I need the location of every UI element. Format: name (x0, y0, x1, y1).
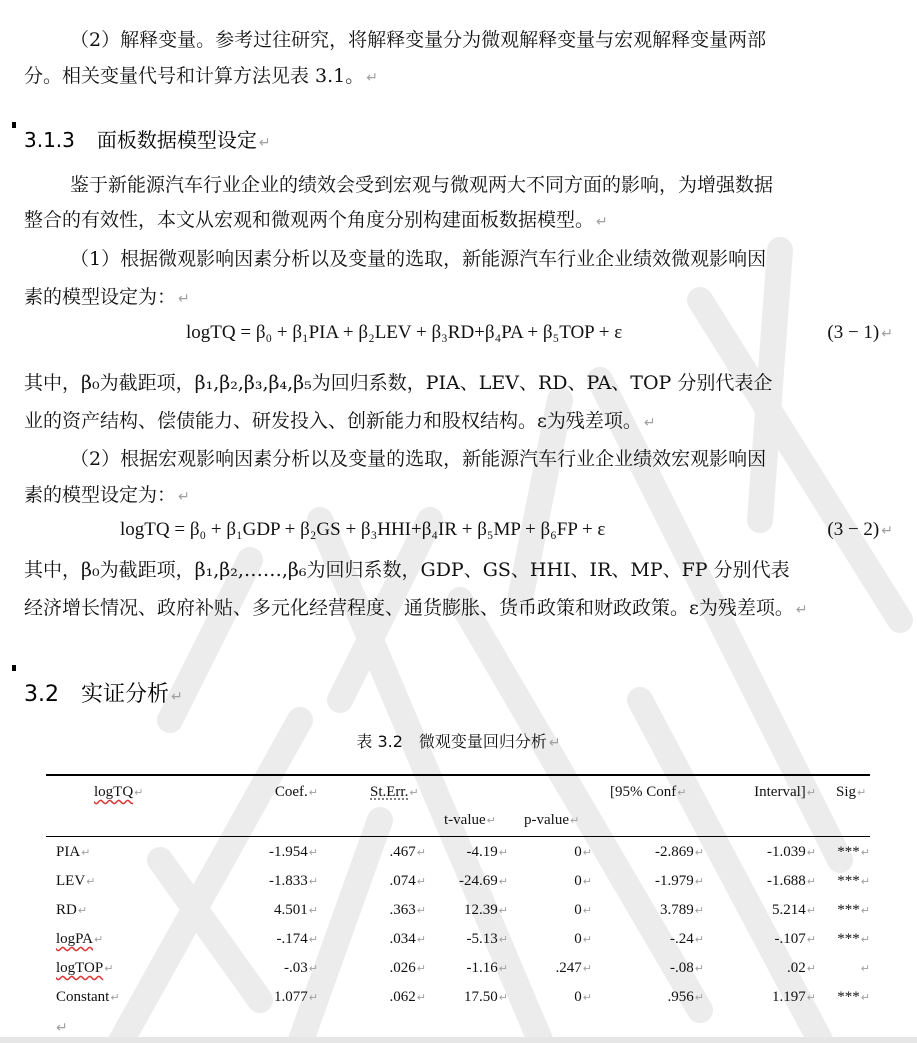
cell-t (430, 989, 508, 1006)
cell-text: -.03 (284, 960, 308, 976)
cell-text: -2.869 (655, 844, 694, 860)
cell-mark-icon: ↵ (582, 991, 592, 1004)
cell-mark-icon: ↵ (677, 786, 687, 799)
cell-mark-icon: ↵ (308, 846, 318, 859)
paragraph-macro-model-line2 (24, 482, 190, 510)
cell-mark-icon: ↵ (582, 846, 592, 859)
cell-mark-icon: ↵ (498, 933, 508, 946)
section-title: 面板数据模型设定 (96, 128, 257, 152)
heading-bullet (12, 122, 16, 128)
cell-coef (210, 931, 318, 948)
cell-coef (210, 960, 318, 977)
cell-mark-icon: ↵ (694, 962, 704, 975)
equation-3-2 (120, 519, 605, 541)
cell-var (56, 844, 90, 861)
cell-ci-high (716, 960, 816, 977)
cell-text: *** (837, 873, 860, 889)
cell-text: 0 (574, 931, 582, 947)
cell-text: .074 (389, 873, 416, 889)
cell-mark-icon: ↵ (694, 933, 704, 946)
cell-mark-icon: ↵ (416, 846, 426, 859)
cell-mark-icon: ↵ (860, 991, 870, 1004)
cell-ci-high (716, 931, 816, 948)
cell-mark-icon: ↵ (694, 875, 704, 888)
cell-text: 5.214 (772, 902, 806, 918)
cell-mark-icon: ↵ (806, 904, 816, 917)
table-top-rule (46, 774, 870, 776)
cell-mark-icon: ↵ (860, 962, 870, 975)
paragraph-mark-icon: ↵ (795, 602, 808, 618)
header-ci-low (610, 784, 686, 801)
paragraph-mark-icon: ↵ (171, 689, 183, 705)
cell-se (330, 844, 426, 861)
paragraph-mark-icon: ↵ (881, 523, 893, 539)
equation-text: logTQ = β₀ + β₁GDP + β₂GS + β₃HHI+β₄IR + β₅MP + β₆FP + ε (120, 519, 606, 540)
cell-text: -.107 (774, 931, 806, 947)
cell-mark-icon: ↵ (806, 875, 816, 888)
cell-mark-icon: ↵ (806, 991, 816, 1004)
cell-ci-low (600, 989, 704, 1006)
paragraph-text: 其中，β₀为截距项，β₁,β₂,β₃,β₄,β₅为回归系数，PIA、LEV、RD、PA、TOP 分别代表企 (24, 372, 773, 394)
cell-mark-icon: ↵ (498, 991, 508, 1004)
cell-mark-icon: ↵ (416, 875, 426, 888)
cell-mark-icon: ↵ (409, 786, 419, 799)
cell-text: 1.077 (274, 989, 308, 1005)
caption-text: 表 3.2 微观变量回归分析 (356, 732, 547, 751)
cell-mark-icon: ↵ (104, 962, 114, 975)
cell-se (330, 989, 426, 1006)
cell-text: .956 (667, 989, 694, 1005)
cell-mark-icon: ↵ (860, 933, 870, 946)
cell-p (508, 989, 592, 1006)
cell-mark-icon: ↵ (81, 846, 91, 859)
cell-text: 4.501 (274, 902, 308, 918)
cell-coef (210, 844, 318, 861)
equation-number-3-1 (827, 322, 893, 344)
cell-text: 17.50 (464, 989, 498, 1005)
cell-coef (210, 873, 318, 890)
equation-3-1 (186, 322, 622, 344)
cell-var (56, 989, 120, 1006)
cell-ci-low (600, 960, 704, 977)
cell-mark-icon: ↵ (582, 933, 592, 946)
paragraph-text: 整合的有效性，本文从宏观和微观两个角度分别构建面板数据模型。 (24, 209, 595, 231)
cell-mark-icon: ↵ (569, 814, 580, 827)
paragraph-micro-model-line1 (70, 246, 766, 272)
cell-text: -1.16 (466, 960, 498, 976)
header-t (444, 812, 496, 829)
cell-text: 1.197 (772, 989, 806, 1005)
cell-text: -5.13 (466, 931, 498, 947)
cell-p (508, 873, 592, 890)
cell-mark-icon: ↵ (806, 786, 816, 799)
cell-mark-icon: ↵ (308, 904, 318, 917)
paragraph-macro-model-line1 (70, 446, 766, 472)
cell-text: .247 (555, 960, 582, 976)
header-text: Coef. (274, 784, 308, 800)
cell-mark-icon: ↵ (416, 962, 426, 975)
cell-mark-icon: ↵ (806, 962, 816, 975)
paragraph-mark-icon: ↵ (178, 489, 190, 505)
cell-ci-low (600, 902, 704, 919)
cell-text: PIA (56, 844, 81, 860)
header-text: t-value (444, 812, 486, 828)
paragraph-text: 分。相关变量代号和计算方法见表 3.1。 (24, 65, 365, 87)
cell-mark-icon: ↵ (308, 875, 318, 888)
cell-text: 0 (574, 873, 582, 889)
cell-p (508, 931, 592, 948)
cell-mark-icon: ↵ (857, 786, 867, 799)
paragraph-intro-line1 (70, 172, 773, 198)
section-heading-3-2 (24, 677, 183, 708)
paragraph-text: （2）解释变量。参考过往研究，将解释变量分为微观解释变量与宏观解释变量两部 (70, 29, 767, 51)
cell-mark-icon: ↵ (308, 786, 318, 799)
cell-mark-icon: ↵ (416, 991, 426, 1004)
table-caption (0, 729, 917, 752)
cell-mark-icon: ↵ (694, 846, 704, 859)
cell-se (330, 960, 426, 977)
cell-mark-icon: ↵ (134, 786, 144, 799)
cell-ci-low (600, 844, 704, 861)
cell-text: .034 (389, 931, 416, 947)
cell-coef (210, 902, 318, 919)
equation-number-3-2 (827, 519, 893, 541)
cell-ci-low (600, 873, 704, 890)
paragraph-macro-explain-line1 (24, 557, 790, 583)
cell-se (330, 873, 426, 890)
cell-mark-icon: ↵ (582, 875, 592, 888)
cell-mark-icon: ↵ (694, 991, 704, 1004)
cell-var (56, 960, 113, 977)
cell-mark-icon: ↵ (86, 875, 96, 888)
cell-sig (816, 873, 870, 890)
cell-sig (816, 931, 870, 948)
header-coef (210, 784, 318, 801)
cell-t (430, 902, 508, 919)
paragraph-mark-icon: ↵ (881, 326, 893, 342)
header-text: Sig (836, 784, 857, 800)
cell-text: -24.69 (459, 873, 498, 889)
paragraph-micro-explain-line2 (24, 408, 656, 436)
cell-mark-icon: ↵ (582, 904, 592, 917)
cell-coef (210, 989, 318, 1006)
cell-mark-icon: ↵ (416, 933, 426, 946)
cell-mark-icon: ↵ (498, 904, 508, 917)
cell-text: *** (837, 931, 860, 947)
cell-text: -1.039 (767, 844, 806, 860)
paragraph-mark-icon: ↵ (366, 70, 378, 86)
paragraph-text: （1）根据微观影响因素分析以及变量的选取，新能源汽车行业企业绩效微观影响因 (70, 248, 767, 270)
cell-text: -.174 (276, 931, 308, 947)
cell-mark-icon: ↵ (582, 962, 592, 975)
equation-number: (3 − 1) (827, 322, 880, 343)
cell-var (56, 873, 95, 890)
section-number: 3.2 (24, 682, 59, 707)
paragraph-intro-line2 (24, 207, 608, 235)
cell-mark-icon: ↵ (498, 846, 508, 859)
cell-p (508, 902, 592, 919)
cell-mark-icon: ↵ (308, 933, 318, 946)
paragraph-explanatory-variables-line2 (24, 63, 378, 91)
cell-mark-icon: ↵ (77, 904, 88, 917)
cell-mark-icon: ↵ (498, 875, 508, 888)
cell-mark-icon: ↵ (308, 991, 318, 1004)
cell-mark-icon: ↵ (110, 991, 120, 1004)
equation-text: logTQ = β₀ + β₁PIA + β₂LEV + β₃RD+β₄PA + β₅TOP + ε (186, 322, 623, 343)
cell-text: -1.954 (269, 844, 308, 860)
cell-sig (816, 844, 870, 861)
cell-text: .062 (389, 989, 416, 1005)
paragraph-mark-icon: ↵ (258, 135, 271, 151)
cell-mark-icon: ↵ (308, 962, 318, 975)
section-number: 3.1.3 (24, 128, 75, 152)
header-ci-high (716, 784, 816, 801)
header-text: p-value (524, 812, 569, 828)
paragraph-mark-icon: ↵ (548, 735, 561, 751)
cell-t (430, 931, 508, 948)
cell-text: *** (837, 844, 860, 860)
cell-text: RD (56, 902, 77, 918)
paragraph-mark-icon: ↵ (643, 415, 656, 431)
cell-text: *** (837, 902, 860, 918)
cell-text: 0 (574, 902, 582, 918)
paragraph-explanatory-variables-line1 (70, 27, 766, 53)
paragraph-text: 素的模型设定为： (24, 484, 177, 506)
cell-text: -1.979 (655, 873, 694, 889)
table-header-rule (46, 836, 870, 837)
paragraph-mark-icon: ↵ (178, 291, 190, 307)
header-text: [95% Conf (610, 784, 677, 800)
cell-text: .363 (389, 902, 416, 918)
cell-text: 0 (574, 989, 582, 1005)
cell-text: .026 (389, 960, 416, 976)
paragraph-text: 鉴于新能源汽车行业企业的绩效会受到宏观与微观两大不同方面的影响，为增强数据 (70, 174, 774, 196)
cell-sig (816, 902, 870, 919)
header-text: Interval] (754, 784, 806, 800)
heading-bullet (12, 665, 16, 671)
paragraph-mark-icon: ↵ (56, 1020, 68, 1036)
paragraph-text: 其中，β₀为截距项，β₁,β₂,……,β₆为回归系数，GDP、GS、HHI、IR、MP、FP 分别代表 (24, 559, 790, 581)
cell-mark-icon: ↵ (416, 904, 426, 917)
header-var (94, 784, 143, 801)
section-title: 实证分析 (81, 682, 170, 707)
paragraph-text: 素的模型设定为： (24, 286, 177, 308)
cell-text: .02 (787, 960, 806, 976)
cell-text: .467 (389, 844, 416, 860)
cell-mark-icon: ↵ (860, 846, 870, 859)
cell-se (330, 902, 426, 919)
cell-text: Constant (56, 989, 110, 1005)
cell-ci-low (600, 931, 704, 948)
cell-sig (816, 989, 870, 1006)
cell-text: logPA (56, 931, 93, 947)
paragraph-text: 经济增长情况、政府补贴、多元化经营程度、通货膨胀、货币政策和财政政策。ε为残差项。 (24, 597, 794, 619)
header-text: St.Err. (370, 784, 409, 800)
paragraph-micro-model-line2 (24, 284, 190, 312)
cell-text: -1.688 (767, 873, 806, 889)
section-heading-3-1-3 (24, 124, 271, 153)
cell-mark-icon: ↵ (93, 933, 104, 946)
cell-mark-icon: ↵ (498, 962, 508, 975)
cell-p (508, 844, 592, 861)
paragraph-micro-explain-line1 (24, 370, 772, 396)
cell-text: 0 (574, 844, 582, 860)
cell-p (508, 960, 592, 977)
paragraph-mark-icon: ↵ (596, 214, 608, 230)
paragraph-text: 业的资产结构、偿债能力、研发投入、创新能力和股权结构。ε为残差项。 (24, 410, 642, 432)
cell-mark-icon: ↵ (806, 846, 816, 859)
cell-mark-icon: ↵ (806, 933, 816, 946)
cell-text: 3.789 (660, 902, 694, 918)
cell-t (430, 873, 508, 890)
cell-text: -4.19 (466, 844, 498, 860)
cell-mark-icon: ↵ (860, 904, 870, 917)
cell-text: -1.833 (269, 873, 308, 889)
cell-ci-high (716, 902, 816, 919)
cell-mark-icon: ↵ (860, 875, 870, 888)
paragraph-text: （2）根据宏观影响因素分析以及变量的选取，新能源汽车行业企业绩效宏观影响因 (70, 448, 767, 470)
equation-number: (3 − 2) (827, 519, 880, 540)
cell-text: 12.39 (464, 902, 498, 918)
header-text: logTQ (94, 784, 134, 800)
cell-ci-high (716, 844, 816, 861)
paragraph-macro-explain-line2 (24, 595, 808, 623)
cell-text: *** (837, 989, 860, 1005)
cell-sig (816, 960, 870, 977)
cell-var (56, 931, 103, 948)
cell-ci-high (716, 873, 816, 890)
header-p (524, 812, 579, 829)
cell-mark-icon: ↵ (694, 904, 704, 917)
header-sig (836, 784, 866, 801)
header-se (370, 784, 419, 801)
cell-text: -.08 (670, 960, 694, 976)
cell-t (430, 844, 508, 861)
cell-text: logTOP (56, 960, 104, 976)
cell-se (330, 931, 426, 948)
cell-ci-high (716, 989, 816, 1006)
cell-t (430, 960, 508, 977)
cell-text: -.24 (670, 931, 694, 947)
cell-text: LEV (56, 873, 86, 889)
cell-mark-icon: ↵ (486, 814, 496, 827)
page-bottom-edge (0, 1037, 917, 1043)
cell-var (56, 902, 87, 919)
